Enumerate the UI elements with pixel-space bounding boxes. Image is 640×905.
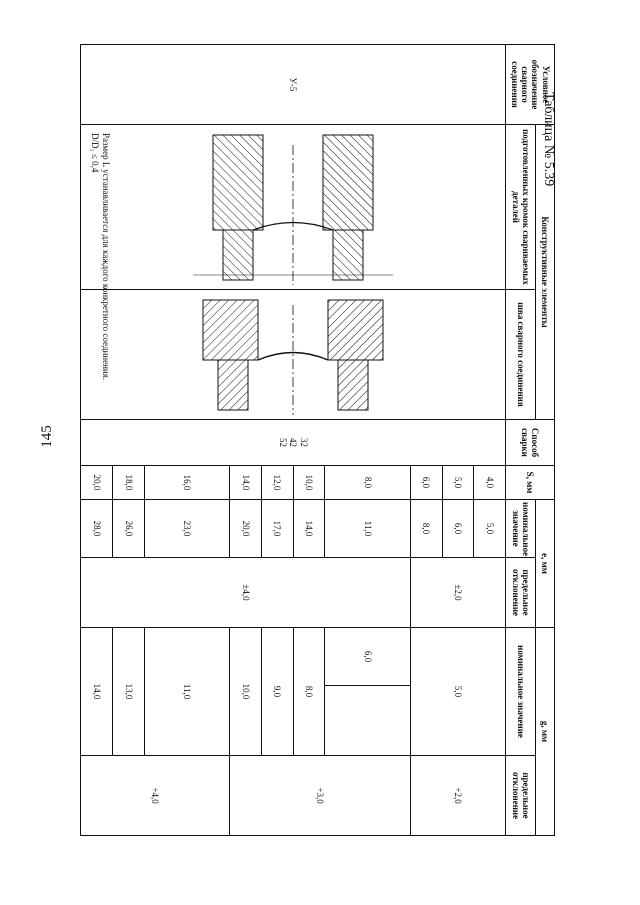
header-welding-method: Способ сварки xyxy=(506,420,555,466)
ratio-text: D/D₁ ≤ 0,4 xyxy=(89,133,100,173)
s-value: 16,0 xyxy=(144,466,229,500)
joint-designation: У-5 xyxy=(81,45,506,125)
header-s: S, мм xyxy=(506,466,555,500)
weld-seam-drawing xyxy=(81,290,506,420)
s-value: 4,0 xyxy=(474,466,506,500)
e-deviation-value: ±2,0 xyxy=(410,558,505,628)
g-spacer xyxy=(325,686,410,756)
e-nominal-value: 28,0 xyxy=(81,500,113,558)
e-nominal-value: 14,0 xyxy=(293,500,325,558)
g-nominal-value: 14,0 xyxy=(81,628,113,756)
s-value: 8,0 xyxy=(325,466,410,500)
welding-methods-cell xyxy=(81,420,506,466)
header-g: g, мм xyxy=(535,628,554,836)
header-prepared-edges: подготовленных кромок свариваемых деталей xyxy=(506,125,536,290)
g-nominal-value: 5,0 xyxy=(410,628,505,756)
e-nominal-value: 6,0 xyxy=(442,500,474,558)
e-nominal-value: 26,0 xyxy=(112,500,144,558)
g-nominal-value: 13,0 xyxy=(112,628,144,756)
header-weld-seam: шва сварного соединения xyxy=(506,290,536,420)
weld-joint-table xyxy=(80,44,555,836)
prepared-edges-drawing xyxy=(81,125,506,381)
e-nominal-value: 11,0 xyxy=(325,500,410,558)
g-deviation-value: +4,0 xyxy=(81,756,230,836)
header-g-nominal: номинальное значение xyxy=(506,628,536,756)
page-number: 145 xyxy=(38,425,55,448)
g-nominal-value: 10,0 xyxy=(230,628,262,756)
e-nominal-value: 8,0 xyxy=(410,500,442,558)
g-deviation-value: +2,0 xyxy=(410,756,505,836)
s-value: 5,0 xyxy=(442,466,474,500)
g-nominal-value: 6,0 xyxy=(325,628,410,686)
welding-method-32: 32 xyxy=(298,438,309,448)
rotated-table-container xyxy=(80,44,555,835)
table-title: Таблица № 5.39 xyxy=(541,92,556,187)
header-g-deviation: предельное отклонение xyxy=(506,756,536,836)
g-nominal-value: 11,0 xyxy=(144,628,229,756)
note-l: Размер L устанавливается для каждого конкретного соединения. xyxy=(100,133,111,381)
e-nominal-value: 17,0 xyxy=(261,500,293,558)
weld-seam-svg xyxy=(93,290,493,420)
s-value: 20,0 xyxy=(81,466,113,500)
header-designation: Условное обозначение сварного соединения xyxy=(506,45,555,125)
s-value: 10,0 xyxy=(293,466,325,500)
e-nominal-value: 23,0 xyxy=(144,500,229,558)
s-value: 14,0 xyxy=(230,466,262,500)
g-deviation-value: +3,0 xyxy=(230,756,411,836)
header-e: e, мм xyxy=(535,500,554,628)
g-nominal-value: 9,0 xyxy=(261,628,293,756)
e-nominal-value: 5,0 xyxy=(474,500,506,558)
s-value: 18,0 xyxy=(112,466,144,500)
header-structural-elements: Конструктивные элементы xyxy=(535,125,554,420)
s-value: 6,0 xyxy=(410,466,442,500)
e-nominal-value: 20,0 xyxy=(230,500,262,558)
header-e-nominal: номинальное значение xyxy=(506,500,536,558)
welding-method-42: 42 xyxy=(288,438,299,448)
prepared-edges-svg xyxy=(93,125,493,290)
e-deviation-value: ±4,0 xyxy=(81,558,411,628)
s-value: 12,0 xyxy=(261,466,293,500)
g-nominal-value: 8,0 xyxy=(293,628,325,756)
welding-method-52: 52 xyxy=(277,438,288,448)
header-e-deviation: предельное отклонение xyxy=(506,558,536,628)
